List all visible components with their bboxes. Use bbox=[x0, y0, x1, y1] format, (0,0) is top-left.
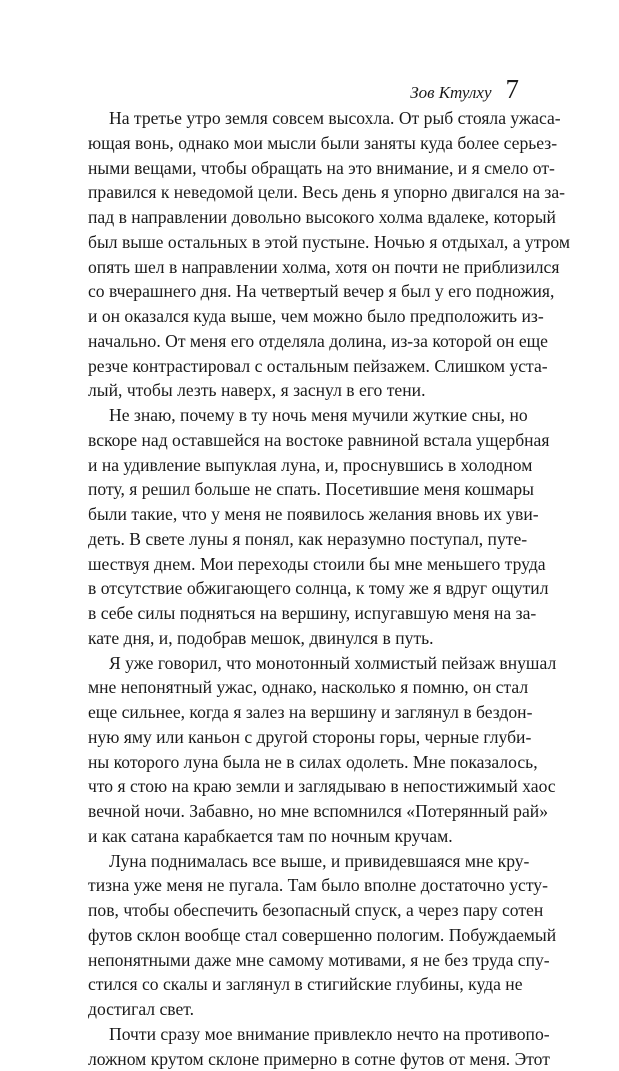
text-line: еще сильнее, когда я залез на вершину и заглянул в бездон- bbox=[88, 700, 520, 725]
text-line: ющая вонь, однако мои мысли были заняты куда более серьез- bbox=[88, 131, 520, 156]
text-line: были такие, что у меня не появилось желания вновь их уви- bbox=[88, 502, 520, 527]
text-line: футов склон вообще стал совершенно пологим. Побуждаемый bbox=[88, 923, 520, 948]
text-line: ную яму или каньон с другой стороны горы, черные глуби- bbox=[88, 725, 520, 750]
text-line: правился к неведомой цели. Весь день я упорно двигался на за- bbox=[88, 180, 520, 205]
text-line: и как сатана карабкается там по ночным кручам. bbox=[88, 824, 520, 849]
text-line: достигал свет. bbox=[88, 997, 520, 1022]
text-line: Я уже говорил, что монотонный холмистый пейзаж внушал bbox=[88, 651, 520, 676]
text-line: вскоре над оставшейся на востоке равниной встала ущербная bbox=[88, 428, 520, 453]
text-line: в отсутствие обжигающего солнца, к тому же я вдруг ощутил bbox=[88, 576, 520, 601]
text-line: пов, чтобы обеспечить безопасный спуск, а через пару сотен bbox=[88, 898, 520, 923]
text-line: опять шел в направлении холма, хотя он почти не приблизился bbox=[88, 255, 520, 280]
text-line: поту, я решил больше не спать. Посетившие меня кошмары bbox=[88, 477, 520, 502]
text-line: стился со скалы и заглянул в стигийские глубины, куда не bbox=[88, 972, 520, 997]
text-line: ными вещами, чтобы обращать на это внимание, и я смело от- bbox=[88, 156, 520, 181]
text-line: резче контрастировал с остальным пейзажем. Слишком уста- bbox=[88, 354, 520, 379]
paragraph bbox=[88, 1022, 520, 1071]
running-header bbox=[410, 74, 519, 105]
text-line: пад в направлении довольно высокого холма вдалеке, который bbox=[88, 205, 520, 230]
text-line: Не знаю, почему в ту ночь меня мучили жуткие сны, но bbox=[88, 403, 520, 428]
paragraph bbox=[88, 849, 520, 1022]
page-number: 7 bbox=[506, 74, 520, 105]
text-line: На третье утро земля совсем высохла. От рыб стояла ужаса- bbox=[88, 106, 520, 131]
text-line: тизна уже меня не пугала. Там было вполне достаточно усту- bbox=[88, 873, 520, 898]
text-line: был выше остальных в этой пустыне. Ночью я отдыхал, а утром bbox=[88, 230, 520, 255]
text-line: шествуя днем. Мои переходы стоили бы мне меньшего труда bbox=[88, 552, 520, 577]
book-title: Зов Ктулху bbox=[410, 83, 491, 103]
text-line: Почти сразу мое внимание привлекло нечто на противопо- bbox=[88, 1022, 520, 1047]
paragraph bbox=[88, 403, 520, 651]
text-line: что я стою на краю земли и заглядываю в непостижимый хаос bbox=[88, 774, 520, 799]
text-line: со вчерашнего дня. На четвертый вечер я был у его подножия, bbox=[88, 279, 520, 304]
text-line: в себе силы подняться на вершину, испугавшую меня на за- bbox=[88, 601, 520, 626]
paragraph bbox=[88, 106, 520, 403]
paragraph bbox=[88, 651, 520, 849]
text-line: ны которого луна была не в силах одолеть. Мне показалось, bbox=[88, 750, 520, 775]
text-line: ложном крутом склоне примерно в сотне футов от меня. Этот bbox=[88, 1047, 520, 1071]
text-line: начально. От меня его отделяла долина, из-за которой он еще bbox=[88, 329, 520, 354]
text-line: лый, чтобы лезть наверх, я заснул в его тени. bbox=[88, 378, 520, 403]
text-line: деть. В свете луны я понял, как неразумно поступал, путе- bbox=[88, 527, 520, 552]
text-line: вечной ночи. Забавно, но мне вспомнился «Потерянный рай» bbox=[88, 799, 520, 824]
text-line: непонятными даже мне самому мотивами, я не без труда спу- bbox=[88, 948, 520, 973]
text-line: и на удивление выпуклая луна, и, проснувшись в холодном bbox=[88, 453, 520, 478]
text-line: кате дня, и, подобрав мешок, двинулся в путь. bbox=[88, 626, 520, 651]
text-line: Луна поднималась все выше, и привидевшаяся мне кру- bbox=[88, 849, 520, 874]
text-line: и он оказался куда выше, чем можно было предположить из- bbox=[88, 304, 520, 329]
text-line: мне непонятный ужас, однако, насколько я помню, он стал bbox=[88, 675, 520, 700]
page-body bbox=[88, 106, 520, 1071]
